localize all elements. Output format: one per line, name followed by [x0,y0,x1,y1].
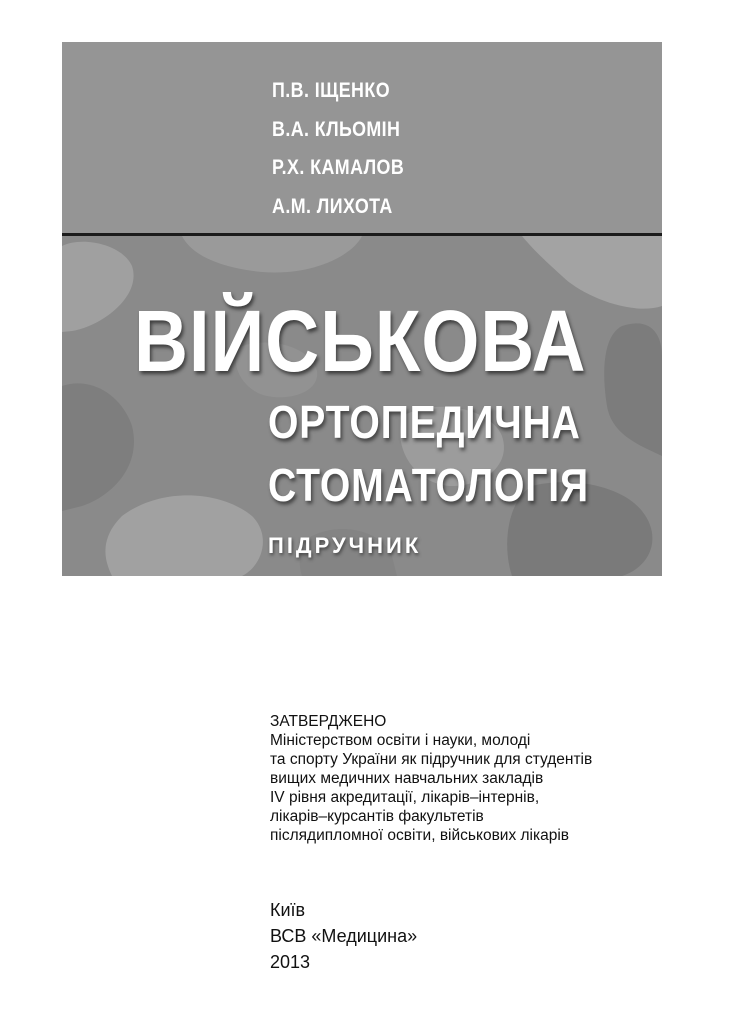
approval-line-7: післядипломної освіти, військових лікарів [270,827,570,844]
cover-block [62,42,662,576]
approval-statement [270,712,592,845]
author-1: П.В. ІЩЕНКО [272,79,391,102]
publisher-info [270,897,417,975]
approval-line-6: лікарів–курсантів факультетів [270,808,484,825]
title-subtitle-line-2: СТОМАТОЛОГІЯ [268,459,589,511]
authors-panel [62,42,662,234]
approval-line-1: ЗАТВЕРДЖЕНО [270,713,387,730]
author-4: А.М. ЛИХОТА [272,194,393,218]
publication-year: 2013 [270,952,311,972]
author-2: В.А. КЛЬОМІН [272,117,401,141]
book-type-label: ПІДРУЧНИК [268,533,422,558]
publisher-name: ВСВ «Медицина» [270,926,418,946]
approval-line-2: Міністерством освіти і науки, молоді [270,732,531,749]
title-subtitle-line-1: ОРТОПЕДИЧНА [268,396,581,448]
approval-line-3: та спорту України як підручник для студентів [270,751,593,768]
author-list [272,72,428,226]
approval-line-5: IV рівня акредитації, лікарів–інтернів, [270,789,540,806]
author-3: Р.Х. КАМАЛОВ [272,156,405,179]
publisher-city: Київ [270,900,306,920]
approval-line-4: вищих медичних навчальних закладів [270,770,544,787]
title-main: ВІЙСЬКОВА [134,293,587,390]
